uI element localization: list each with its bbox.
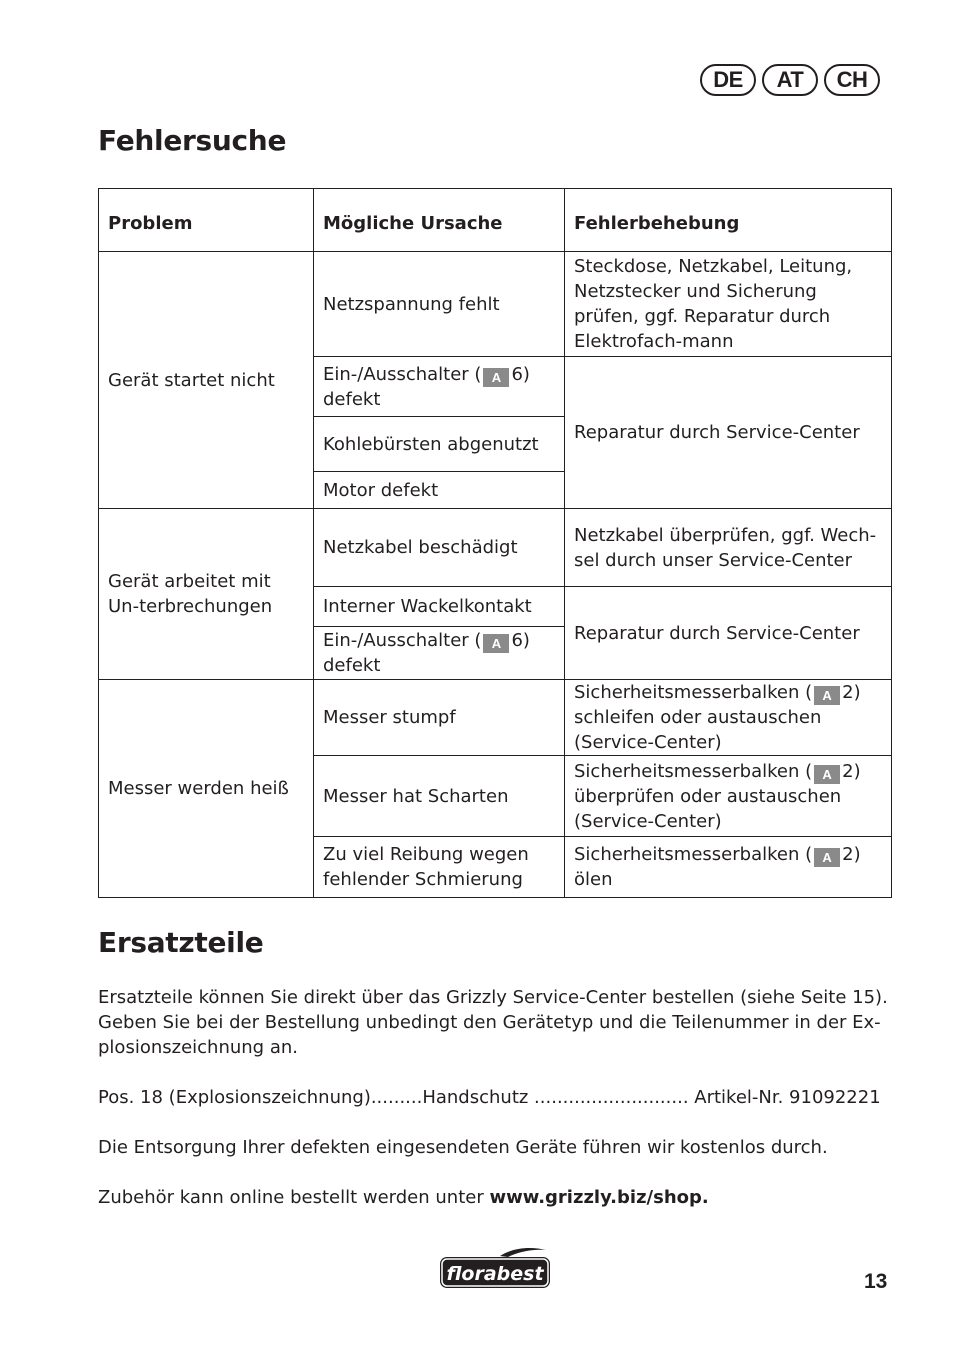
svg-text:florabest: florabest	[446, 1263, 544, 1285]
troubleshooting-title: Fehlersuche	[98, 124, 287, 157]
cause-cell: Kohlebürsten abgenutzt	[314, 417, 565, 472]
cause-cell: Ein-/Ausschalter ( A 6) defekt	[314, 357, 565, 417]
country-at: AT	[762, 64, 818, 96]
fix-cell: Reparatur durch Service-Center	[565, 357, 892, 509]
fix-cell: Netzkabel überprüfen, ggf. Wech-sel durch unser Service-Center	[565, 509, 892, 587]
figure-a-badge: A	[483, 634, 509, 653]
figure-a-badge: A	[814, 686, 840, 705]
part-line: Pos. 18 (Explosionszeichnung).........Handschutz ........................... Artikel-Nr. 91092221	[98, 1087, 881, 1108]
florabest-logo	[438, 1246, 552, 1294]
header-fix: Fehlerbehebung	[565, 189, 892, 252]
fix-cell: Steckdose, Netzkabel, Leitung, Netzstecker und Sicherung prüfen, ggf. Reparatur durch Elektrofach-mann	[565, 252, 892, 357]
fix-cell: Sicherheitsmesserbalken ( A 2) schleifen oder austauschen (Service-Center)	[565, 680, 892, 756]
fix-cell: Sicherheitsmesserbalken ( A 2) ölen	[565, 837, 892, 898]
figure-a-badge: A	[814, 848, 840, 867]
country-ch: CH	[824, 64, 880, 96]
cause-cell: Ein-/Ausschalter ( A 6) defekt	[314, 627, 565, 680]
table-header-row	[99, 189, 892, 252]
country-codes	[700, 64, 880, 96]
figure-a-badge: A	[483, 368, 509, 387]
cause-cell: Netzkabel beschädigt	[314, 509, 565, 587]
accessories-text: Zubehör kann online bestellt werden unter www.grizzly.biz/shop.	[98, 1187, 709, 1208]
cause-cell: Netzspannung fehlt	[314, 252, 565, 357]
cause-cell: Messer hat Scharten	[314, 756, 565, 837]
header-cause: Mögliche Ursache	[314, 189, 565, 252]
spare-parts-intro: Ersatzteile können Sie direkt über das Grizzly Service-Center bestellen (siehe Seite 15). Geben Sie bei der Bestellung unbedingt den Gerätetyp und die Teilenummer in der Ex-plosionszeichnung an.	[98, 987, 888, 1058]
fix-cell: Reparatur durch Service-Center	[565, 587, 892, 680]
page-number: 13	[864, 1270, 888, 1293]
problem-cell: Messer werden heiß	[99, 680, 314, 898]
spare-parts-title: Ersatzteile	[98, 926, 264, 959]
disposal-text: Die Entsorgung Ihrer defekten eingesendeten Geräte führen wir kostenlos durch.	[98, 1137, 828, 1158]
shop-link[interactable]: www.grizzly.biz/shop.	[489, 1187, 709, 1208]
table-row	[99, 252, 892, 357]
country-de: DE	[700, 64, 756, 96]
cause-cell: Zu viel Reibung wegen fehlender Schmierung	[314, 837, 565, 898]
header-problem: Problem	[99, 189, 314, 252]
table-row	[99, 680, 892, 756]
cause-cell: Interner Wackelkontakt	[314, 587, 565, 627]
fix-cell: Sicherheitsmesserbalken ( A 2) überprüfen oder austauschen (Service-Center)	[565, 756, 892, 837]
problem-cell: Gerät startet nicht	[99, 252, 314, 509]
figure-a-badge: A	[814, 765, 840, 784]
florabest-logo-icon	[438, 1246, 552, 1290]
table-row	[99, 509, 892, 587]
problem-cell: Gerät arbeitet mit Un-terbrechungen	[99, 509, 314, 680]
cause-cell: Messer stumpf	[314, 680, 565, 756]
cause-cell: Motor defekt	[314, 472, 565, 509]
troubleshooting-table	[98, 188, 892, 898]
